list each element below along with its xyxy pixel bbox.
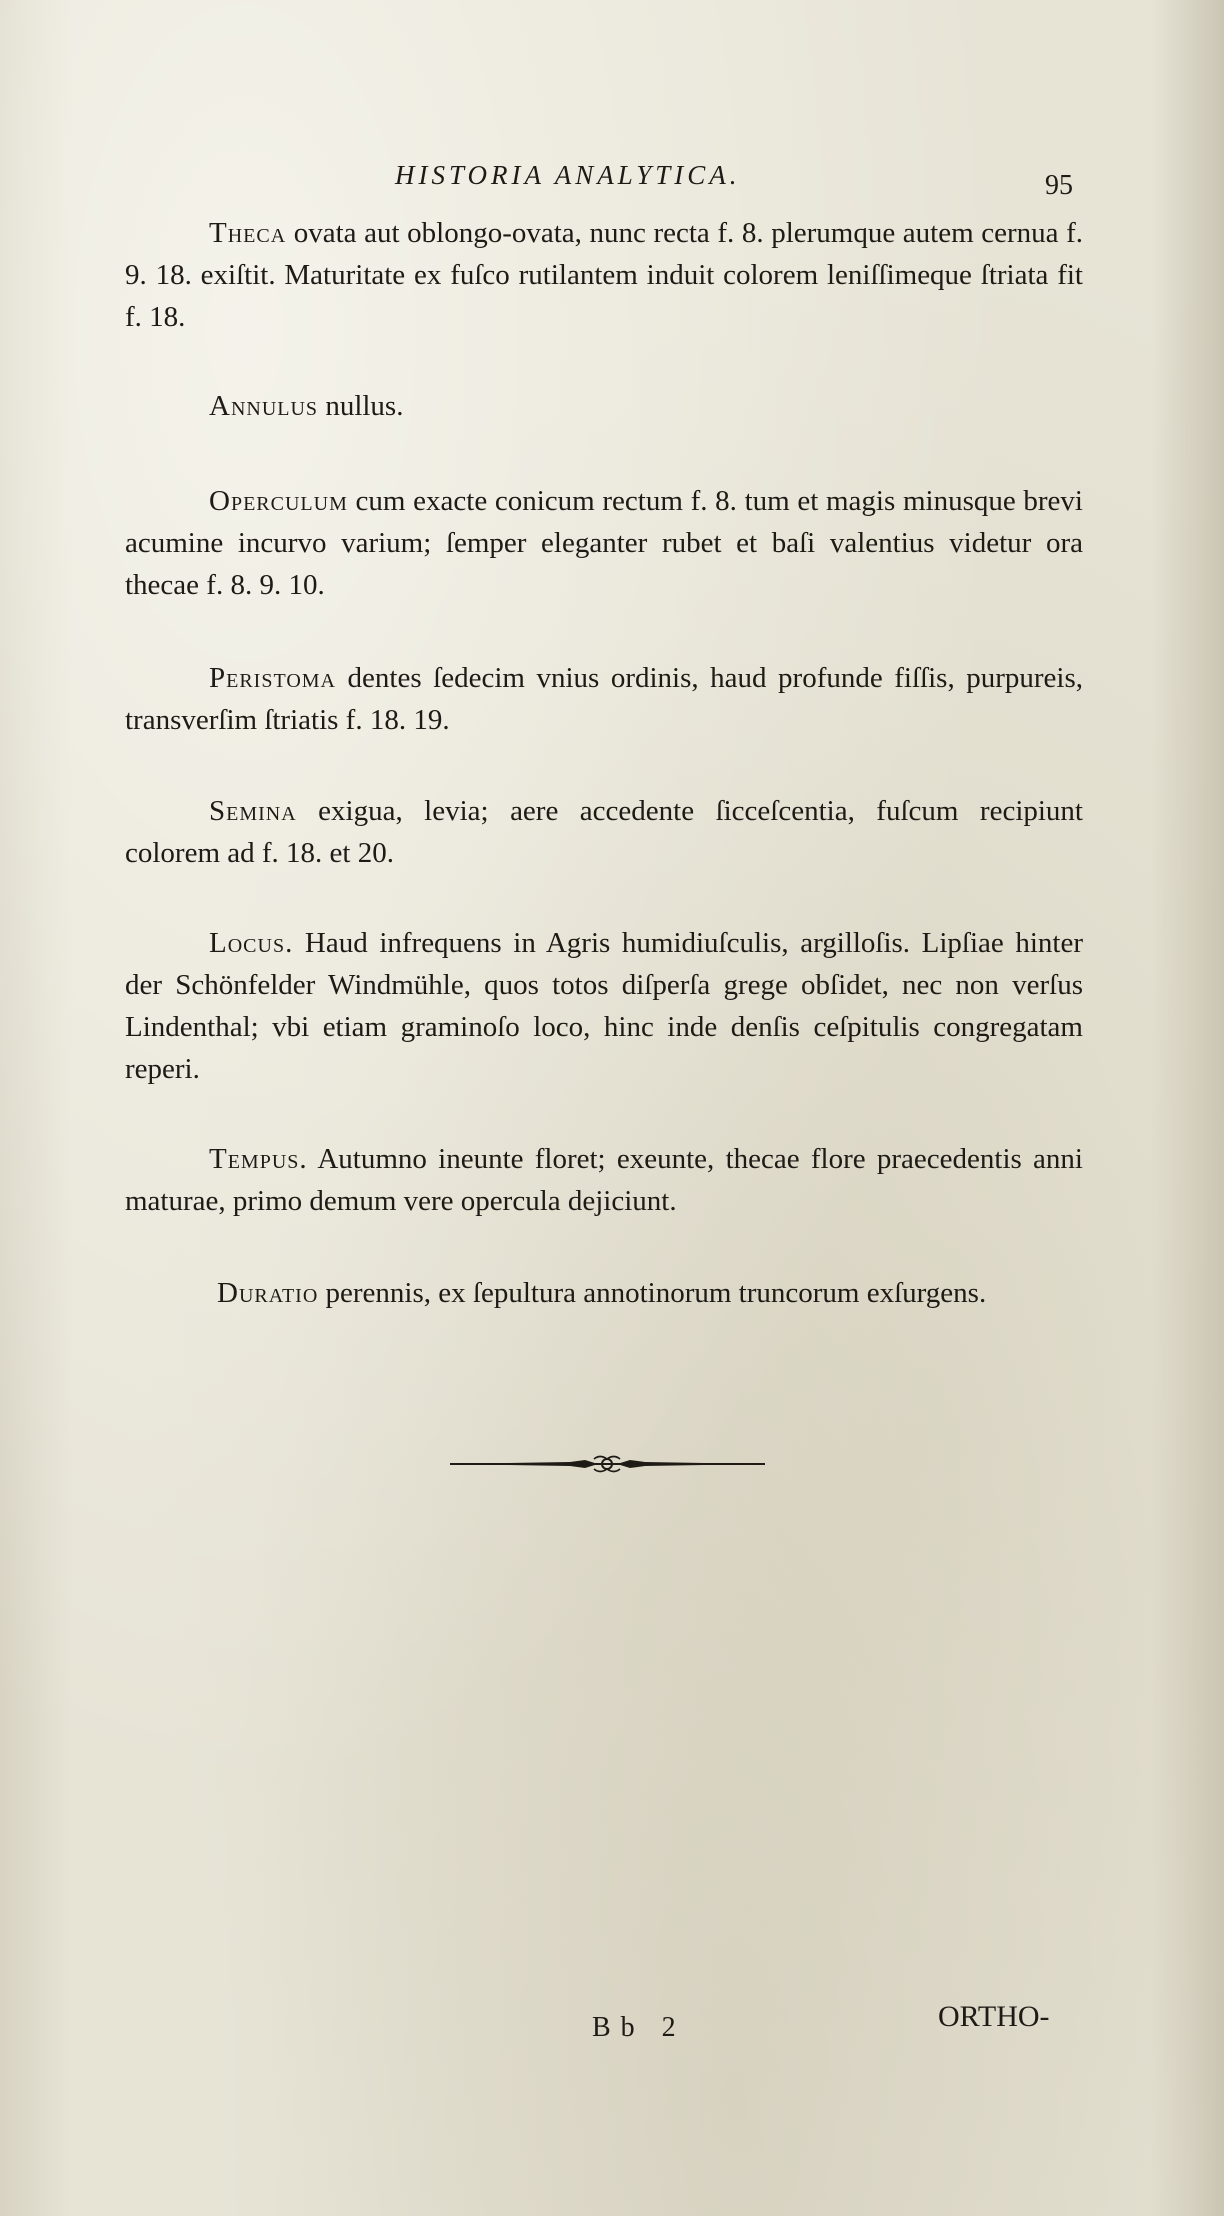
decorative-rule-ornament (450, 1452, 765, 1476)
page-number: 95 (1045, 170, 1073, 201)
paragraph-duratio (125, 1272, 1083, 1314)
paragraph-lead: Duratio (217, 1277, 319, 1309)
paragraph-lead: Theca (209, 217, 287, 249)
paragraph-lead: Semina (209, 795, 297, 827)
running-head: HISTORIA ANALYTICA. (395, 160, 741, 190)
printer-signature: Bb 2 (592, 2012, 686, 2043)
paragraph-text: Autumno ineunte floret; exeunte, thecae flore praecedentis anni maturae, primo demum vere opercula dejiciunt. (125, 1143, 1083, 1217)
paragraph-text: nullus. (318, 390, 404, 422)
paragraph-semina (125, 790, 1083, 874)
paragraph-tempus (125, 1138, 1083, 1222)
paragraph-lead: Annulus (209, 390, 319, 422)
page-header (0, 160, 1224, 200)
paragraph-lead: Locus. (209, 927, 294, 959)
paragraph-text: dentes ſedecim vnius ordinis, haud profunde fiſſis, purpureis, transverſim ſtriatis f. 18. 19. (125, 662, 1083, 736)
paragraph-lead: Tempus. (209, 1143, 308, 1175)
paragraph-text: ovata aut oblongo-ovata, nunc recta f. 8. plerumque autem cernua f. 9. 18. exiſtit. Maturitate ex fuſco rutilantem induit colorem leniſſimeque ſtriata fit f. 18. (125, 217, 1083, 333)
paragraph-annulus (125, 385, 1083, 427)
paragraph-text: exigua, levia; aere accedente ſicceſcentia, fuſcum recipiunt colorem ad f. 18. et 20. (125, 795, 1083, 869)
paragraph-text: perennis, ex ſepultura annotinorum truncorum exſurgens. (318, 1277, 987, 1309)
paragraph-theca (125, 212, 1083, 338)
paragraph-operculum (125, 480, 1083, 606)
paragraph-text: cum exacte conicum rectum f. 8. tum et magis minusque brevi acumine incurvo varium; ſemper eleganter rubet et baſi valentius videtur ora thecae f. 8. 9. 10. (125, 485, 1083, 601)
paragraph-text: Haud infrequens in Agris humidiuſculis, argilloſis. Lipſiae hinter der Schönfelder Windmühle, quos totos diſperſa grege obſidet, nec non verſus Lindenthal; vbi etiam graminoſo loco, hinc inde denſis ceſpitulis congregatam reperi. (125, 927, 1083, 1085)
paragraph-peristoma (125, 657, 1083, 741)
paragraph-lead: Peristoma (209, 662, 336, 694)
paragraph-lead: Operculum (209, 485, 348, 517)
catchword: ORTHO- (938, 2000, 1050, 2033)
paragraph-locus (125, 922, 1083, 1090)
